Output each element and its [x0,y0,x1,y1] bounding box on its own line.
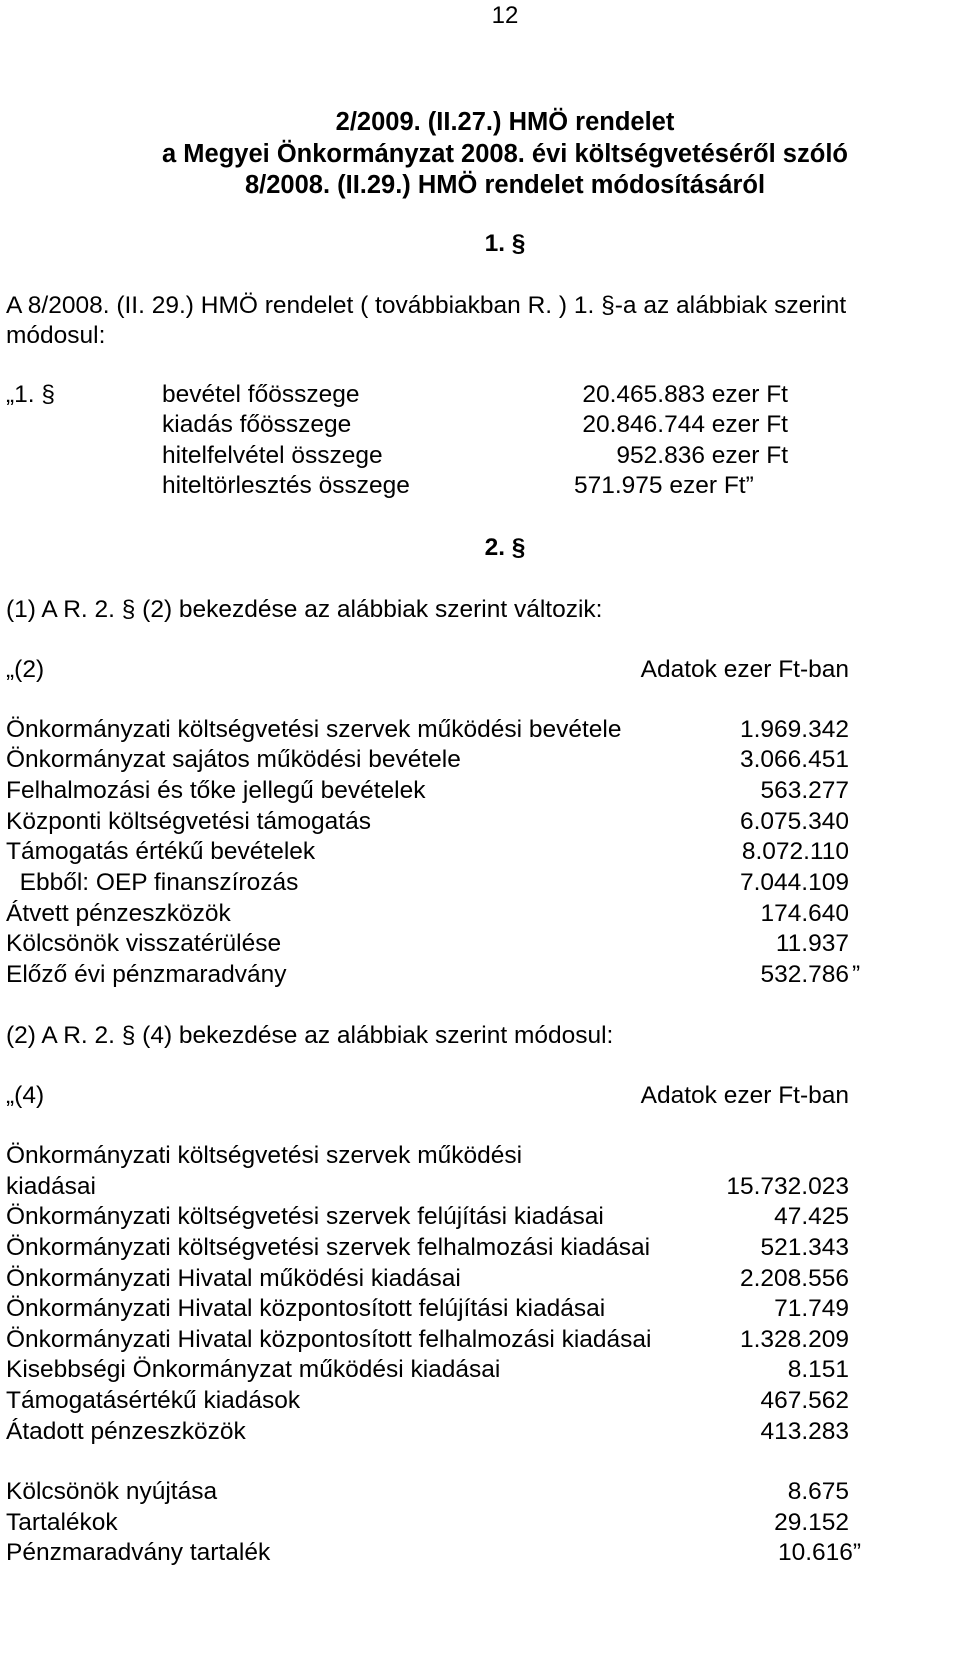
item-marker: „1. § [6,381,56,408]
row-value: 413.283 [760,1418,849,1445]
summary-value: 20.465.883 ezer Ft [582,381,788,408]
title-line-2: a Megyei Önkormányzat 2008. évi költségvetéséről szóló [162,140,848,168]
row-label: Önkormányzati költségvetési szervek felújítási kiadásai [6,1203,604,1230]
summary-value: 20.846.744 ezer Ft [582,411,788,438]
summary-label: hiteltörlesztés összege [162,472,410,499]
row-value: 6.075.340 [740,808,849,835]
row-value: 467.562 [760,1387,849,1414]
row-label: Önkormányzati költségvetési szervek működési bevétele [6,716,622,743]
table-2-unit: Adatok ezer Ft-ban [640,1082,849,1109]
row-label: Önkormányzati Hivatal központosított felújítási kiadásai [6,1295,606,1322]
section-1-heading: 1. § [484,230,526,257]
summary-label: kiadás főösszege [162,411,352,438]
row-label: Pénzmaradvány tartalék [6,1539,271,1566]
row-label: Átadott pénzeszközök [6,1418,246,1445]
row-value: 47.425 [774,1203,849,1230]
paragraph-2: (2) A R. 2. § (4) bekezdése az alábbiak szerint módosul: [6,1022,614,1049]
section-1-intro-cont: módosul: [6,322,106,349]
row-label: Önkormányzat sajátos működési bevétele [6,746,461,773]
row-label: Kölcsönök visszatérülése [6,930,282,957]
row-label: Kölcsönök nyújtása [6,1478,218,1505]
row-value: 3.066.451 [740,746,849,773]
page-number: 12 [491,2,519,29]
summary-label: bevétel főösszege [162,381,360,408]
row-label: Ebből: OEP finanszírozás [6,869,299,896]
row-label: Előző évi pénzmaradvány [6,961,287,988]
row-label: Önkormányzati Hivatal központosított felhalmozási kiadásai [6,1326,652,1353]
row-value: 10.616” [778,1539,862,1566]
row-value: 29.152 [774,1509,849,1536]
row-value: 1.969.342 [740,716,849,743]
table-1-label: „(2) [6,656,45,683]
row-value: 8.675 [787,1478,849,1505]
row-value: 15.732.023 [726,1173,849,1200]
row-value: 11.937 [775,930,849,957]
section-1-intro: A 8/2008. (II. 29.) HMÖ rendelet ( továbbiakban R. ) 1. §-a az alábbiak szerint [6,292,847,319]
summary-value: 571.975 ezer Ft” [574,472,754,499]
row-label: Kisebbségi Önkormányzat működési kiadásai [6,1356,501,1383]
row-label: Tartalékok [6,1509,118,1536]
title-line-3: 8/2008. (II.29.) HMÖ rendelet módosításáról [244,171,766,199]
row-label: Önkormányzati költségvetési szervek működési [6,1142,523,1169]
row-value: 8.151 [787,1356,849,1383]
row-value: 71.749 [774,1295,849,1322]
summary-label: hitelfelvétel összege [162,442,383,469]
row-label: Átvett pénzeszközök [6,900,231,927]
row-label: Központi költségvetési támogatás [6,808,371,835]
row-value: 8.072.110 [741,838,849,865]
row-label: Támogatás értékű bevételek [6,838,316,865]
row-label: Támogatásértékű kiadások [6,1387,301,1414]
paragraph-1: (1) A R. 2. § (2) bekezdése az alábbiak szerint változik: [6,596,603,623]
section-2-heading: 2. § [484,534,526,561]
table-1-unit: Adatok ezer Ft-ban [640,656,849,683]
row-value: 1.328.209 [740,1326,849,1353]
row-value: 521.343 [760,1234,849,1261]
row-label: Felhalmozási és tőke jellegű bevételek [6,777,426,804]
row-label-cont: kiadásai [6,1173,96,1200]
row-value: 2.208.556 [740,1265,849,1292]
row-label: Önkormányzati költségvetési szervek felhalmozási kiadásai [6,1234,651,1261]
row-value: 174.640 [760,900,849,927]
title-line-1: 2/2009. (II.27.) HMÖ rendelet [335,108,675,136]
row-value: 7.044.109 [740,869,849,896]
table-2-label: „(4) [6,1082,45,1109]
summary-value: 952.836 ezer Ft [616,442,788,469]
row-label: Önkormányzati Hivatal működési kiadásai [6,1265,461,1292]
row-value: 563.277 [760,777,849,804]
row-value: 532.786 [760,961,849,988]
closing-quote: ” [852,961,861,988]
